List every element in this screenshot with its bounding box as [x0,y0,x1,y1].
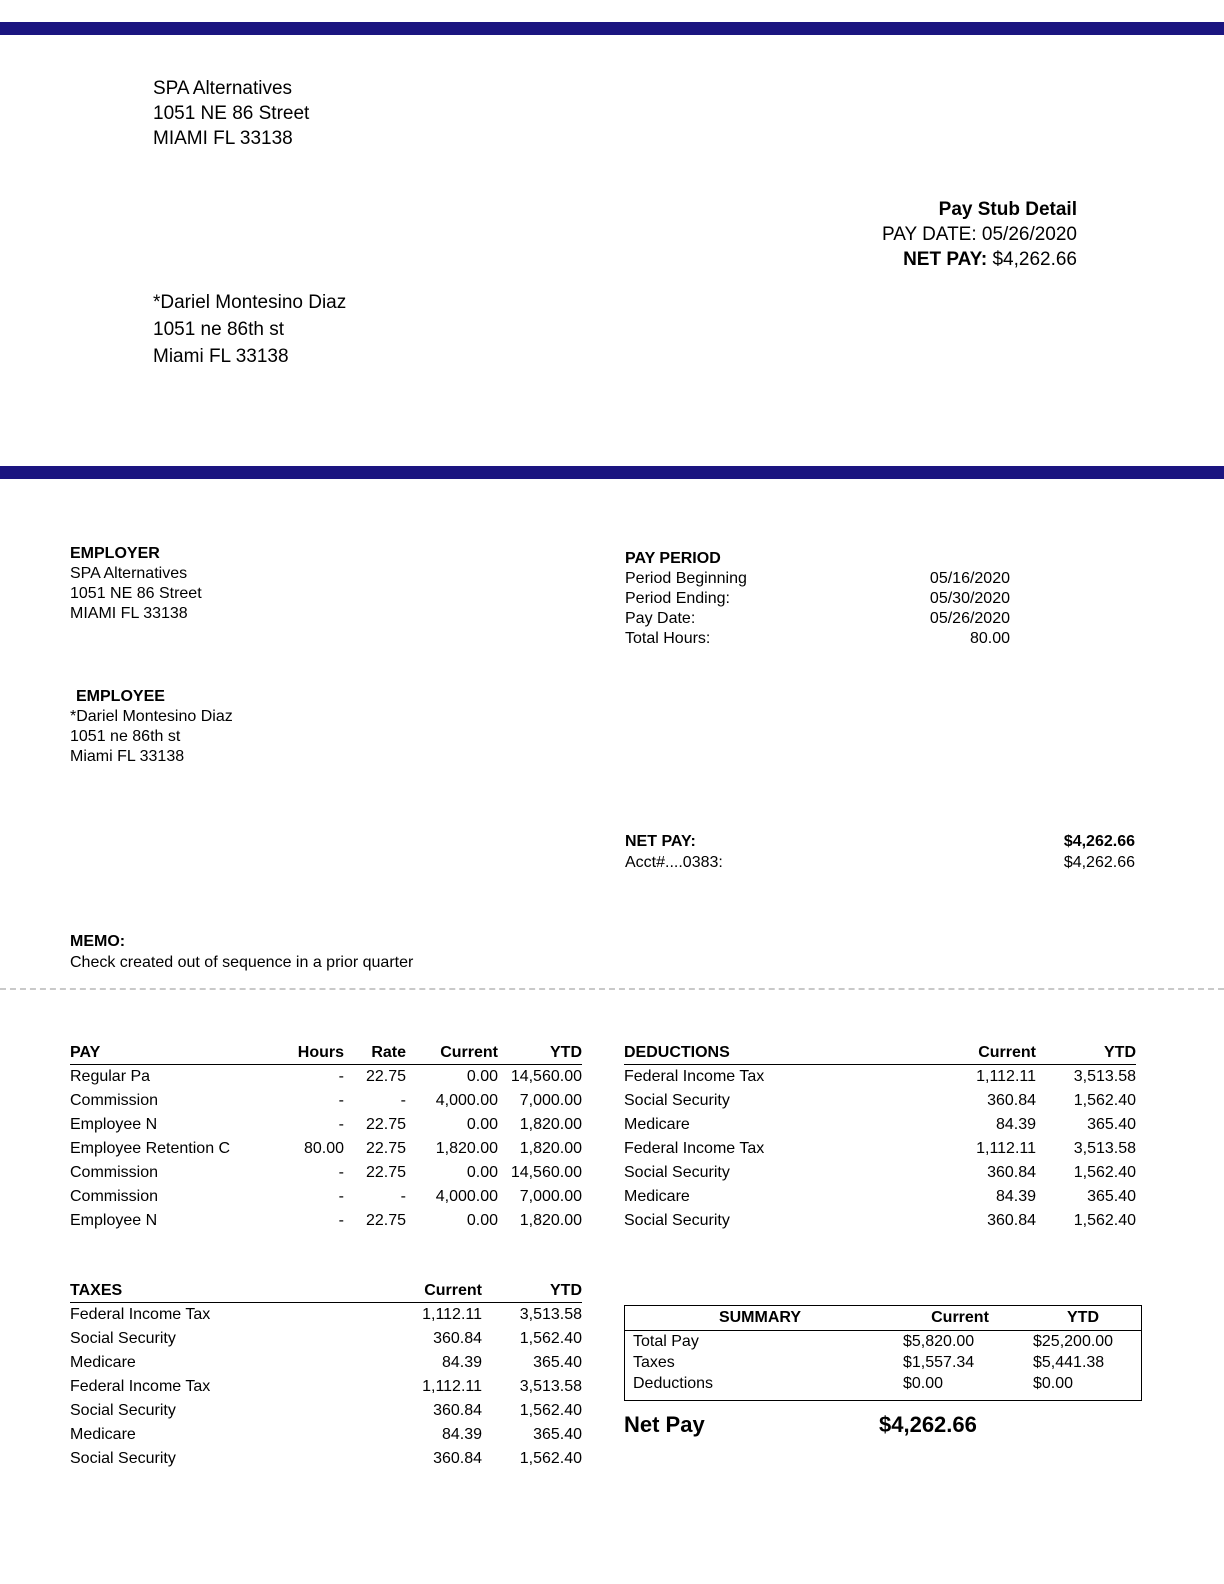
taxes-row-description: Federal Income Tax [70,1378,211,1395]
pay-header-ytd: YTD [498,1044,582,1065]
pay-row-hours: 80.00 [303,1140,344,1157]
deductions-row-description: Medicare [624,1116,690,1133]
pay-period-row [625,629,1010,649]
taxes-row-description: Medicare [70,1354,136,1371]
pay-period-value: 05/16/2020 [929,570,1010,587]
deductions-row-description: Social Security [624,1212,730,1229]
pay-row-rate: 22.75 [365,1140,406,1157]
table-row [70,1423,582,1447]
employer-name: SPA Alternatives [70,565,188,582]
summary-header-description: SUMMARY [625,1306,895,1331]
employee-heading: EMPLOYEE [76,688,165,705]
account-row [625,852,1135,873]
pay-period-label: Period Beginning [625,570,747,587]
summary-row-ytd: $25,200.00 [1033,1333,1114,1350]
pay-row-description: Commission [70,1188,159,1205]
summary-row-current: $5,820.00 [903,1333,975,1350]
pay-row-ytd: 1,820.00 [519,1116,582,1133]
payee-street: 1051 ne 86th st [153,319,284,340]
deductions-row-current: 360.84 [987,1092,1036,1109]
net-pay-label: NET PAY: [625,833,696,850]
deductions-row-ytd: 3,513.58 [1073,1140,1136,1157]
taxes-row-ytd: 1,562.40 [519,1402,582,1419]
summary-row-description: Deductions [633,1375,714,1392]
deductions-table [624,1044,1136,1233]
summary-header-current: Current [895,1306,1025,1331]
pay-period-heading: PAY PERIOD [625,550,721,567]
pay-row-current: 0.00 [466,1116,498,1133]
taxes-row-description: Social Security [70,1402,176,1419]
taxes-table-header-row [70,1282,582,1303]
memo-text: Check created out of sequence in a prior quarter [70,954,414,971]
taxes-row-current: 360.84 [433,1402,482,1419]
pay-header-current: Current [406,1044,498,1065]
employee-block [70,687,233,767]
deductions-row-description: Federal Income Tax [624,1068,765,1085]
pay-row-ytd: 7,000.00 [519,1092,582,1109]
account-label: Acct#....0383: [625,854,723,871]
pay-table-header-row [70,1044,582,1065]
table-row [624,1113,1136,1137]
table-row [625,1331,1141,1353]
taxes-row-ytd: 1,562.40 [519,1330,582,1347]
pay-period-row [625,569,1010,589]
memo-heading: MEMO: [70,933,126,950]
summary-row-description: Taxes [633,1354,675,1371]
pay-row-rate: 22.75 [365,1068,406,1085]
taxes-row-description: Medicare [70,1426,136,1443]
deductions-row-description: Federal Income Tax [624,1140,765,1157]
taxes-header-description: TAXES [70,1282,370,1303]
taxes-row-current: 84.39 [441,1426,482,1443]
taxes-row-description: Social Security [70,1450,176,1467]
table-row [70,1161,582,1185]
pay-row-rate: - [400,1092,406,1109]
taxes-header-ytd: YTD [482,1282,582,1303]
taxes-row-current: 360.84 [433,1450,482,1467]
deductions-row-ytd: 1,562.40 [1073,1212,1136,1229]
net-pay-final-label: Net Pay [624,1412,705,1437]
pay-period-value: 05/26/2020 [929,610,1010,627]
employee-city-state-zip: Miami FL 33138 [70,748,185,765]
deductions-header-description: DEDUCTIONS [624,1044,924,1065]
taxes-header-current: Current [370,1282,482,1303]
employee-name: *Dariel Montesino Diaz [70,708,233,725]
payee-address-block [153,289,346,370]
pay-row-description: Commission [70,1092,159,1109]
table-row [70,1137,582,1161]
table-row [70,1065,582,1090]
table-row [624,1209,1136,1233]
pay-row-current: 1,820.00 [435,1140,498,1157]
deductions-row-description: Social Security [624,1164,730,1181]
header-net-pay-value: $4,262.66 [992,249,1077,270]
table-row [70,1375,582,1399]
header-net-pay-label: NET PAY: [903,249,988,270]
deductions-row-ytd: 1,562.40 [1073,1164,1136,1181]
net-pay-final-row [624,1412,1024,1438]
pay-period-label: Pay Date: [625,610,696,627]
taxes-row-current: 360.84 [433,1330,482,1347]
deductions-row-current: 360.84 [987,1212,1036,1229]
taxes-row-ytd: 365.40 [533,1426,582,1443]
deductions-table-header-row [624,1044,1136,1065]
company-street: 1051 NE 86 Street [153,103,310,124]
deductions-row-description: Medicare [624,1188,690,1205]
table-row [624,1065,1136,1090]
deductions-row-current: 84.39 [995,1188,1036,1205]
taxes-row-description: Federal Income Tax [70,1306,211,1323]
pay-row-hours: - [338,1068,344,1085]
deductions-row-current: 360.84 [987,1164,1036,1181]
pay-stub-title: Pay Stub Detail [938,199,1077,220]
pay-row-description: Commission [70,1164,159,1181]
summary-table-header-row [625,1306,1141,1331]
payee-name: *Dariel Montesino Diaz [153,292,347,313]
pay-row-ytd: 14,560.00 [510,1164,582,1181]
summary-row-ytd: $5,441.38 [1033,1354,1105,1371]
table-row [625,1352,1141,1373]
net-pay-detail-block [625,831,1135,873]
table-row [624,1161,1136,1185]
deductions-header-current: Current [924,1044,1036,1065]
pay-period-label: Total Hours: [625,630,711,647]
pay-period-value: 80.00 [969,630,1010,647]
table-row [624,1185,1136,1209]
pay-row-description: Employee N [70,1116,158,1133]
employee-street: 1051 ne 86th st [70,728,181,745]
table-row [70,1447,582,1471]
summary-row-ytd: $0.00 [1033,1375,1074,1392]
pay-row-hours: - [338,1164,344,1181]
pay-date-line: PAY DATE: 05/26/2020 [881,224,1077,245]
pay-period-value: 05/30/2020 [929,590,1010,607]
table-row [70,1185,582,1209]
account-value: $4,262.66 [1063,854,1135,871]
company-address-block [153,76,309,151]
pay-header-hours: Hours [266,1044,344,1065]
taxes-row-ytd: 3,513.58 [519,1378,582,1395]
payee-city-state-zip: Miami FL 33138 [153,346,289,367]
pay-row-description: Employee N [70,1212,158,1229]
pay-row-current: 0.00 [466,1212,498,1229]
taxes-row-ytd: 3,513.58 [519,1306,582,1323]
pay-row-rate: 22.75 [365,1116,406,1133]
pay-row-rate: 22.75 [365,1212,406,1229]
employer-street: 1051 NE 86 Street [70,585,202,602]
pay-row-ytd: 1,820.00 [519,1212,582,1229]
pay-row-description: Employee Retention C [70,1140,231,1157]
pay-row-current: 4,000.00 [435,1092,498,1109]
pay-period-label: Period Ending: [625,590,730,607]
pay-period-block [625,549,1010,649]
table-row [70,1113,582,1137]
pay-row-hours: - [338,1212,344,1229]
summary-header-ytd: YTD [1025,1306,1141,1331]
taxes-row-ytd: 365.40 [533,1354,582,1371]
employer-heading: EMPLOYER [70,545,160,562]
pay-row-hours: - [338,1092,344,1109]
deductions-row-ytd: 365.40 [1087,1116,1136,1133]
deductions-row-current: 1,112.11 [976,1068,1036,1085]
top-rule [0,22,1224,35]
taxes-row-description: Social Security [70,1330,176,1347]
employer-block [70,544,202,624]
table-row [70,1303,582,1328]
summary-row-description: Total Pay [633,1333,699,1350]
table-row [624,1137,1136,1161]
table-row [70,1209,582,1233]
table-row [70,1351,582,1375]
pay-header-rate: Rate [344,1044,406,1065]
deductions-row-description: Social Security [624,1092,730,1109]
pay-row-current: 0.00 [466,1068,498,1085]
summary-row-current: $1,557.34 [903,1354,975,1371]
deductions-header-ytd: YTD [1036,1044,1136,1065]
pay-row-rate: 22.75 [365,1164,406,1181]
pay-table [70,1044,582,1233]
deductions-row-current: 1,112.11 [976,1140,1036,1157]
deductions-row-ytd: 365.40 [1087,1188,1136,1205]
middle-rule [0,466,1224,479]
deductions-row-ytd: 3,513.58 [1073,1068,1136,1085]
net-pay-row [625,831,1135,852]
table-row [70,1327,582,1351]
deductions-row-ytd: 1,562.40 [1073,1092,1136,1109]
pay-row-hours: - [338,1188,344,1205]
memo-block [70,931,413,973]
tear-off-separator [0,988,1224,990]
pay-row-rate: - [400,1188,406,1205]
pay-row-ytd: 7,000.00 [519,1188,582,1205]
deductions-row-current: 84.39 [995,1116,1036,1133]
pay-row-current: 0.00 [466,1164,498,1181]
taxes-row-current: 84.39 [441,1354,482,1371]
summary-box [624,1305,1142,1401]
header-net-pay-row [882,247,1077,272]
net-pay-value: $4,262.66 [1063,833,1135,850]
company-name: SPA Alternatives [153,78,293,99]
taxes-table [70,1282,582,1471]
pay-period-row [625,589,1010,609]
taxes-row-ytd: 1,562.40 [519,1450,582,1467]
pay-stub-header-block [882,197,1077,272]
pay-row-ytd: 1,820.00 [519,1140,582,1157]
net-pay-final-value: $4,262.66 [879,1412,977,1437]
pay-row-hours: - [338,1116,344,1133]
employer-city-state-zip: MIAMI FL 33138 [70,605,188,622]
table-row [625,1373,1141,1400]
company-city-state-zip: MIAMI FL 33138 [153,128,293,149]
pay-header-description: PAY [70,1044,266,1065]
table-row [70,1089,582,1113]
taxes-row-current: 1,112.11 [422,1378,482,1395]
table-row [624,1089,1136,1113]
taxes-row-current: 1,112.11 [422,1306,482,1323]
pay-row-ytd: 14,560.00 [510,1068,582,1085]
pay-row-current: 4,000.00 [435,1188,498,1205]
summary-row-current: $0.00 [903,1375,944,1392]
pay-period-row [625,609,1010,629]
summary-table [625,1306,1141,1400]
table-row [70,1399,582,1423]
pay-row-description: Regular Pa [70,1068,151,1085]
